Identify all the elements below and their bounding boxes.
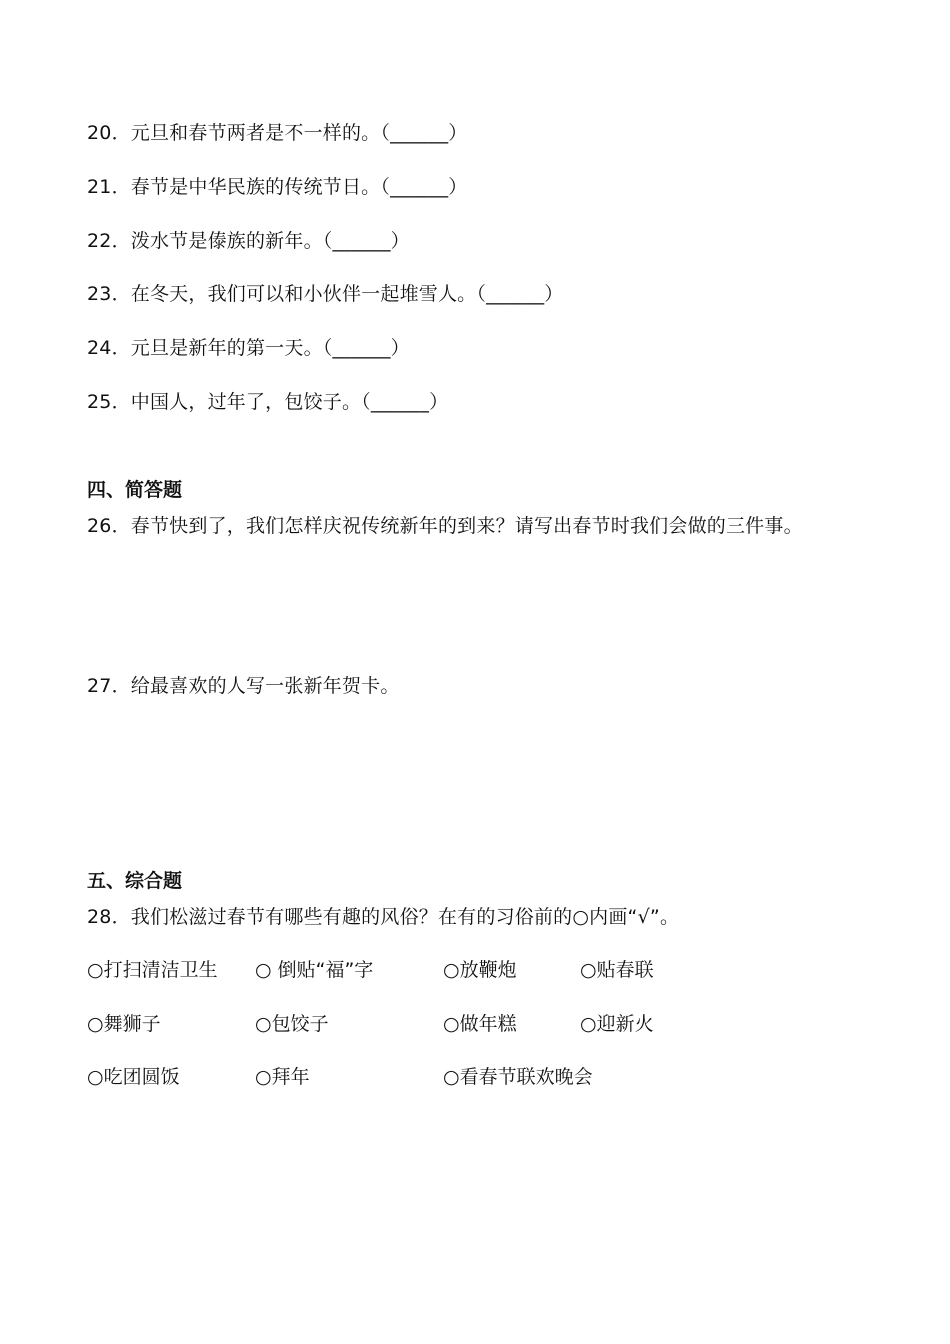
question-number: 25． xyxy=(87,391,131,413)
custom-option-couplets[interactable]: ○贴春联 xyxy=(580,959,654,981)
question-25 xyxy=(87,389,448,415)
custom-option-lion-dance[interactable]: ○舞狮子 xyxy=(87,1013,161,1035)
section-five-title: 五、综合题 xyxy=(87,870,183,892)
question-text: 中国人，过年了，包饺子。（______） xyxy=(130,391,449,413)
question-24 xyxy=(87,335,410,361)
question-number: 21． xyxy=(87,176,131,198)
question-20 xyxy=(87,120,467,146)
question-text: 春节快到了，我们怎样庆祝传统新年的到来？请写出春节时我们会做的三件事。 xyxy=(130,515,803,537)
custom-option-fu-character[interactable]: ○ 倒贴“福”字 xyxy=(255,959,374,981)
custom-option-firecrackers[interactable]: ○放鞭炮 xyxy=(443,959,517,981)
question-number: 20． xyxy=(87,122,131,144)
question-text: 给最喜欢的人写一张新年贺卡。 xyxy=(130,675,400,697)
section-four-title: 四、简答题 xyxy=(87,479,183,501)
question-text: 春节是中华民族的传统节日。（______） xyxy=(130,176,468,198)
question-28 xyxy=(87,904,679,930)
custom-option-reunion-dinner[interactable]: ○吃团圆饭 xyxy=(87,1066,180,1088)
question-text: 我们松滋过春节有哪些有趣的风俗？在有的习俗前的○内画“√”。 xyxy=(130,906,680,928)
question-number: 27． xyxy=(87,675,131,697)
question-text: 元旦是新年的第一天。（______） xyxy=(130,337,410,359)
question-21 xyxy=(87,174,467,200)
question-number: 22． xyxy=(87,230,131,252)
question-22 xyxy=(87,228,410,254)
question-27 xyxy=(87,673,400,699)
custom-option-dumplings[interactable]: ○包饺子 xyxy=(255,1013,329,1035)
question-text: 在冬天，我们可以和小伙伴一起堆雪人。（______） xyxy=(130,283,564,305)
custom-option-new-fire[interactable]: ○迎新火 xyxy=(580,1013,654,1035)
question-26 xyxy=(87,513,803,539)
question-number: 26． xyxy=(87,515,131,537)
question-number: 28． xyxy=(87,906,131,928)
question-text: 元旦和春节两者是不一样的。（______） xyxy=(130,122,468,144)
question-number: 24． xyxy=(87,337,131,359)
custom-option-rice-cake[interactable]: ○做年糕 xyxy=(443,1013,517,1035)
question-text: 泼水节是傣族的新年。（______） xyxy=(130,230,410,252)
question-number: 23． xyxy=(87,283,131,305)
custom-option-clean[interactable]: ○打扫清洁卫生 xyxy=(87,959,218,981)
custom-option-spring-gala[interactable]: ○看春节联欢晚会 xyxy=(443,1066,593,1088)
question-23 xyxy=(87,281,563,307)
custom-option-new-year-visit[interactable]: ○拜年 xyxy=(255,1066,310,1088)
